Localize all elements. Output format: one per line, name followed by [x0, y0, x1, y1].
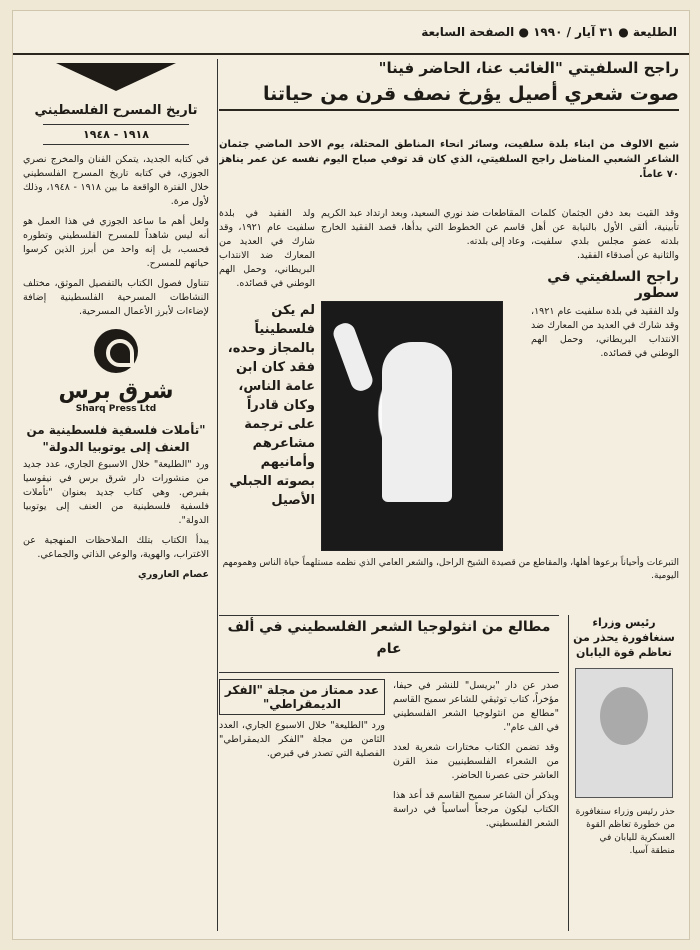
paragraph: المقاطعات ضد نوري السعيد، وبعد ارتداد عبد الكريم قاسم عن الخطوط التي بدأها، قصد الفقيد الخارج وعاد إلى بلدته. — [321, 208, 525, 247]
paragraph: تتناول فصول الكتاب بالتفصيل الموثق، مختلف النشاطات المسرحية الفلسطينية إضافة لإضاءات لأبرز الأعمال المسرحية. — [23, 278, 209, 317]
anthology-heading: مطالع من انثولوجيا الشعر الفلسطيني في ألف عام — [219, 615, 559, 673]
philosophy-book-title: "تأملات فلسفية فلسطينية من العنف إلى يوتوبيا الدولة" — [26, 423, 206, 454]
publisher-logo — [23, 329, 209, 414]
article-kicker: راجح السلفيتي "الغائب عنا، الحاضر فينا" — [378, 59, 679, 77]
paragraph: ويذكر أن الشاعر سميح القاسم قد أعد هذا الكتاب ليكون مرجعاً أساسياً في دراسة الشعر الفلسطيني. — [393, 790, 559, 829]
pull-quote: لم يكن فلسطينياً بالمجاز وحده، فقد كان ابن عامة الناس، وكان قادراً على ترجمة مشاعرهم وأمانيهم بصوته الجبلي الأصيل — [227, 303, 315, 508]
portrait-photo — [575, 668, 673, 798]
paragraph: ورد "الطليعة" خلال الاسبوع الجاري، العدد الثامن من مجلة "الفكر الديمقراطي" الفصلية التي تصدر في قبرص. — [219, 720, 385, 759]
raised-arm — [331, 320, 376, 393]
paragraph: يبدأ الكتاب بتلك الملاحظات المنهجية عن الاغتراب، والهوية، والوعي الذاتي والجماعي. — [23, 535, 209, 560]
page-header — [13, 11, 689, 55]
paragraph: في كتابه الجديد، يتمكن الفنان والمخرج نصري الجوزي، في كتابه تاريخ المسرح الفلسطيني خلال الفترة الواقعة ما بين ١٩١٨ - ١٩٤٨، وذلك لأول مرة. — [23, 154, 209, 207]
article-lead — [219, 137, 679, 207]
article-col-c — [321, 207, 525, 297]
publisher-name-ar: شرق برس — [58, 379, 174, 404]
paragraph: ولعل أهم ما ساعد الجوزي في هذا العمل هو أنه ليس شاهداً للمسرح الفلسطيني وتطوره فحسب، بل إنه واحد من أبرز الذين كرسوا حياتهم للمسرح. — [23, 216, 209, 269]
byline: عصام العاروري — [138, 569, 209, 580]
theatre-book-title: تاريخ المسرح الفلسطيني — [34, 103, 198, 118]
article-caption: التبرعات وأحياناً برعوها أهلها، والمقاطع من قصيدة الشيخ الراحل، والشعر العامي الذي نظمه مستلهماً حياة الناس وهمومهم اليومية. — [222, 558, 679, 581]
theatre-book-dates: ١٩١٨ - ١٩٤٨ — [43, 124, 189, 145]
newspaper-page — [12, 10, 690, 940]
paragraph: ولد الفقيد في بلدة سلفيت عام ١٩٢١، وقد شارك في العديد من المعارك ضد الانتداب البريطاني، وحمل الهم الوطني في قصائده. — [219, 208, 315, 289]
paragraph: حذر رئيس وزراء سنغافورة من خطورة تعاظم القوة العسكرية لليابان في منطقة آسيا. — [575, 807, 675, 856]
side-story-title: رئيس وزراء سنغافورة يحذر من تعاظم قوة اليابان — [573, 616, 675, 659]
singer-figure — [382, 342, 452, 502]
singer-photo — [321, 301, 503, 551]
article-col-d — [219, 207, 315, 297]
article-headline: صوت شعري أصيل يؤرخ نصف قرن من حياتنا — [219, 83, 679, 111]
left-column — [23, 59, 218, 931]
sharq-press-logo-icon — [94, 329, 138, 373]
paragraph: وقد القيت بعد دفن الجثمان كلمات تأبينية، ألقى الأول بالنيابة عن أهل بلدته عضو مجلس بلدي سلفيت، والثانية عن أصدقاء الفقيد. — [531, 208, 679, 261]
magazine-box — [219, 679, 385, 929]
paragraph: وقد تضمن الكتاب مختارات شعرية لعدد من الشعراء الفلسطينيين منذ القرن العاشر حتى عصرنا الحاضر. — [393, 742, 559, 781]
lead-text: شيع الالوف من ابناء بلدة سلفيت، وسائر انحاء المناطق المحتلة، يوم الاحد الماضي جثمان الشاعر الشعبي المناضل راجح السلفيتي، الذي كان قد توفي صباح اليوم نفسه عن عمر يناهز ٧٠ عاماً. — [219, 139, 679, 180]
article-col-a — [531, 207, 679, 547]
publisher-name-en: Sharq Press Ltd — [75, 404, 157, 414]
subheading: راجح السلفيتي في سطور — [547, 269, 679, 301]
paragraph: ولد الفقيد في بلدة سلفيت عام ١٩٢١، وقد شارك في العديد من المعارك ضد الانتداب البريطاني، وحمل الهم الوطني في قصائده. — [531, 306, 679, 359]
side-story — [568, 615, 679, 931]
arrow-ornament — [56, 63, 176, 91]
magazine-heading: عدد ممتاز من مجلة "الفكر الديمقراطي" — [219, 679, 385, 715]
anthology-col — [393, 679, 559, 929]
date-line: الطليعة ● ٣١ آيار / ١٩٩٠ ● الصفحة السابعة — [421, 25, 677, 39]
paragraph: ورد "الطليعة" خلال الاسبوع الجاري، عدد جديد من منشورات دار شرق برس في نيقوسيا بقبرص. وهي كتاب جديد بعنوان "تأملات فلسفية فلسطينية من العنف إلى يوتوبيا الدولة". — [23, 459, 209, 526]
main-article-head — [219, 59, 679, 133]
paragraph: صدر عن دار "بريسل" للنشر في حيفا، مؤخراً، كتاب توثيقي للشاعر سميح القاسم "مطالع من انثولوجيا الشعر الفلسطيني في الف عام". — [393, 680, 559, 733]
